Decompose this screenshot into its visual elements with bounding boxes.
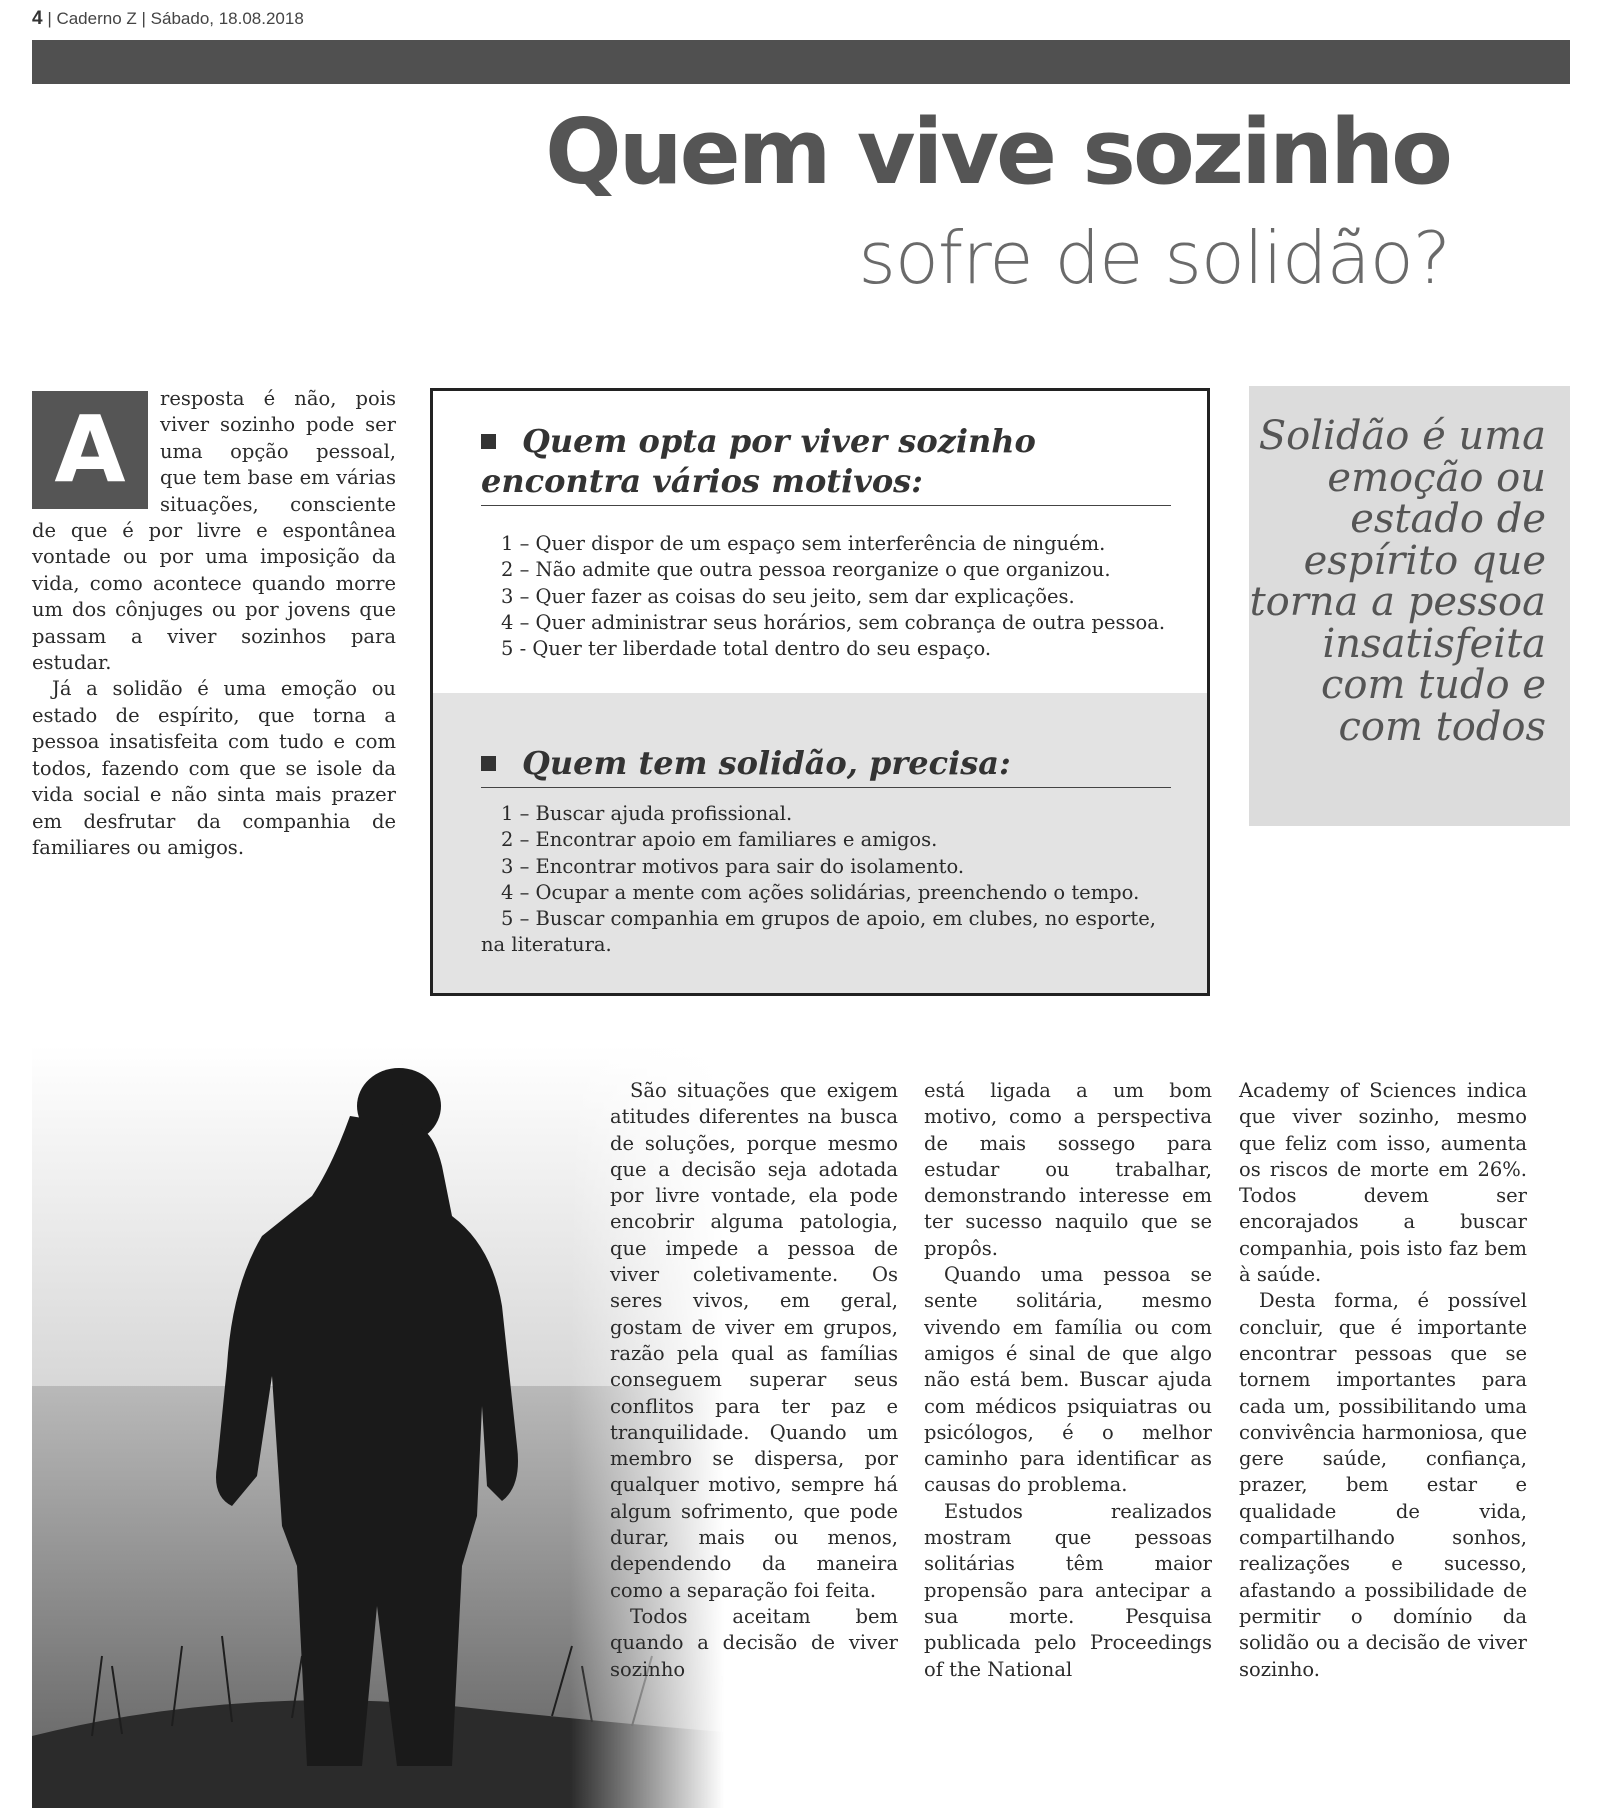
intro-paragraph-2: Já a solidão é uma emoção ou estado de espírito, que torna a pessoa insatisfeita com tudo e com todos, fazendo com que se isole da vida social e não sinta mais prazer em desfrutar da companhia de familiares ou amigos.	[32, 677, 396, 859]
headline-sub: sofre de solidão?	[858, 216, 1450, 300]
page-number: 4	[32, 8, 43, 29]
list-item: 2 – Encontrar apoio em familiares e amigos.	[501, 828, 938, 852]
header-bar	[32, 40, 1570, 84]
body-paragraph: está ligada a um bom motivo, como a perspectiva de mais sossego para estudar ou trabalhar, demonstrando interesse em ter sucesso naquilo que se propôs.	[924, 1079, 1212, 1260]
box-section-motivos	[433, 391, 1207, 693]
precisa-list	[481, 801, 1181, 959]
body-column-2	[924, 1078, 1212, 1683]
list-item: 3 – Quer fazer as coisas do seu jeito, sem dar explicações.	[501, 584, 1075, 608]
body-paragraph: São situações que exigem atitudes diferentes na busca de soluções, porque mesmo que a decisão seja adotada por livre vontade, ela pode encobrir alguma patologia, que impede a pessoa de viver coletivamente. Os seres vivos, em geral, gostam de viver em grupos, razão pela qual as famílias conseguem superar seus conflitos para ter paz e tranquilidade. Quando um membro se dispersa, por qualquer motivo, sempre há algum sofrimento, que pode durar, mais ou menos, dependendo da maneira como a separação foi feita.	[610, 1079, 898, 1602]
list-item: 1 – Buscar ajuda profissional.	[501, 802, 793, 825]
edition-date: Sábado, 18.08.2018	[150, 9, 304, 28]
body-paragraph: Desta forma, é possível concluir, que é importante encontrar pessoas que se tornem importantes para cada um, possibilitando uma convivência harmoniosa, que gere saúde, confiança, prazer, bem estar e qualidade de vida, compartilhando sonhos, realizações e sucesso, afastando a possibilidade de permitir o domínio da solidão ou a decisão de viver sozinho.	[1239, 1289, 1527, 1681]
box-heading-precisa: Quem tem solidão, precisa:	[481, 743, 1171, 788]
body-paragraph: Estudos realizados mostram que pessoas solitárias têm maior propensão para antecipar a sua morte. Pesquisa publicada pelo Proceedings of the National	[924, 1499, 1212, 1681]
section-name: Caderno Z	[56, 9, 137, 28]
motivos-list	[481, 531, 1181, 662]
info-box	[430, 388, 1210, 996]
pull-quote-text: Solidão é uma emoção ou estado de espírito que torna a pessoa insatisfeita com tudo e com todos	[1249, 413, 1546, 750]
list-item: 4 – Quer administrar seus horários, sem cobrança de outra pessoa.	[501, 610, 1166, 634]
box-heading-motivos: Quem opta por viver sozinho encontra vários motivos:	[481, 421, 1171, 506]
drop-cap: A	[32, 391, 148, 509]
intro-paragraph-1: A resposta é não, pois viver sozinho pode ser uma opção pessoal, que tem base em várias situações, consciente de que é por livre e espontânea vontade ou por uma imposição da vida, como acontece quando morre um dos cônjuges ou por jovens que passam a viver sozinhos para estudar.	[32, 387, 396, 675]
box-section-precisa	[433, 693, 1207, 993]
body-column-3	[1239, 1078, 1527, 1683]
list-item: 5 - Quer ter liberdade total dentro do seu espaço.	[501, 637, 992, 661]
square-bullet-icon	[481, 756, 496, 771]
list-item: 5 – Buscar companhia em grupos de apoio, em clubes, no esporte, na literatura.	[481, 907, 1156, 957]
body-paragraph: Academy of Sciences indica que viver sozinho, mesmo que feliz com isso, aumenta os riscos de morte em 26%. Todos devem ser encorajados a buscar companhia, pois isto faz bem à saúde.	[1239, 1079, 1527, 1287]
list-item: 4 – Ocupar a mente com ações solidárias, preenchendo o tempo.	[501, 880, 1140, 904]
square-bullet-icon	[481, 434, 496, 449]
list-item: 2 – Não admite que outra pessoa reorganize o que organizou.	[501, 558, 1111, 582]
list-item: 1 – Quer dispor de um espaço sem interferência de ninguém.	[501, 532, 1106, 555]
headline: Quem vive sozinho	[545, 100, 1450, 205]
body-column-1	[610, 1078, 898, 1683]
body-paragraph: Todos aceitam bem quando a decisão de viver sozinho	[610, 1604, 898, 1681]
list-item: 3 – Encontrar motivos para sair do isolamento.	[501, 854, 965, 878]
intro-column	[32, 386, 396, 861]
body-paragraph: Quando uma pessoa se sente solitária, mesmo vivendo em família ou com amigos é sinal de que algo não está bem. Buscar ajuda com médicos psiquiatras ou psicólogos, é o melhor caminho para identificar as causas do problema.	[924, 1263, 1212, 1497]
pull-quote	[1249, 386, 1570, 826]
page-folio: 4 | Caderno Z | Sábado, 18.08.2018	[32, 8, 304, 29]
